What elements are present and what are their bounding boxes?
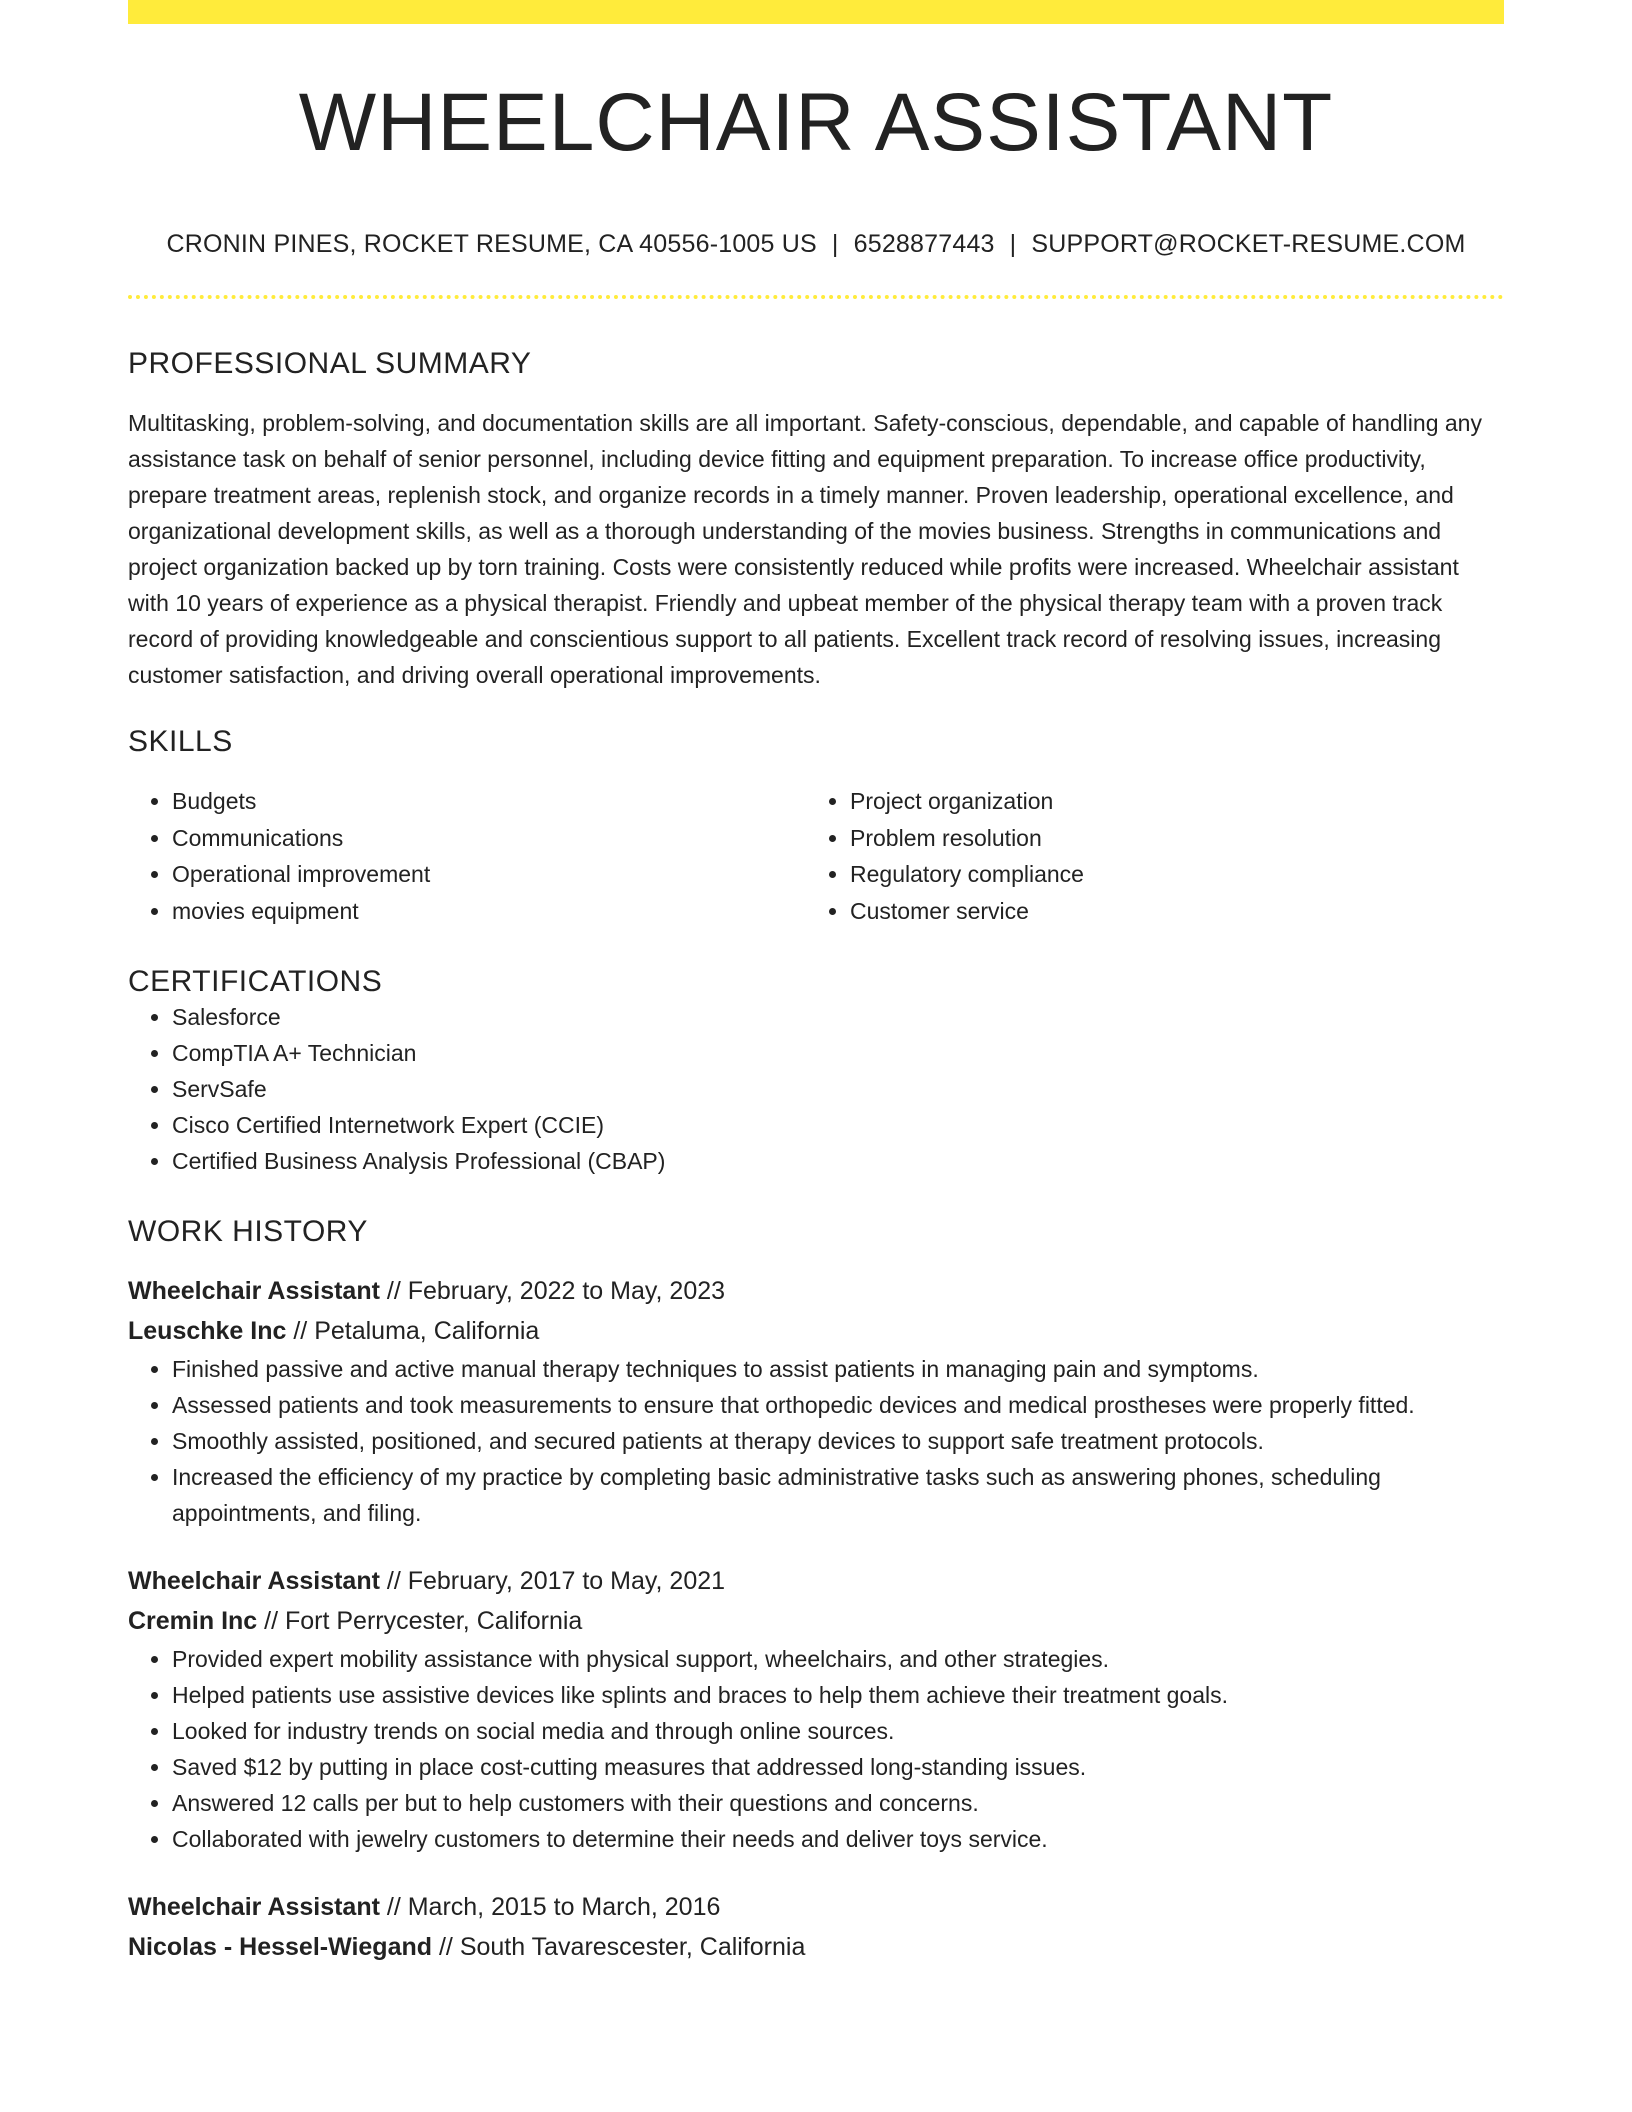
skill-item: • Problem resolution [850,820,1484,857]
skills-list-right [806,783,1484,929]
job-role-line [128,1271,1504,1311]
resume-name-title: WHEELCHAIR ASSISTANT [298,77,1334,168]
job-role-line [128,1887,1504,1927]
skill-item: • Budgets [172,783,806,820]
certification-item: • Certified Business Analysis Professional (CBAP) [172,1143,1504,1179]
job-duty-item: • Smoothly assisted, positioned, and secured patients at therapy devices to support safe treatment protocols. [172,1423,1504,1459]
job-duty-item: • Saved $12 by putting in place cost-cutting measures that addressed long-standing issues. [172,1749,1504,1785]
job-duty-item: • Helped patients use assistive devices like splints and braces to help them achieve their treatment goals. [172,1677,1504,1713]
job-company-line [128,1311,1504,1351]
skill-item: • Customer service [850,893,1484,930]
certification-item: • Cisco Certified Internetwork Expert (CCIE) [172,1107,1504,1143]
skills-column-left [128,783,806,929]
skill-item: • movies equipment [172,893,806,930]
certification-item: • CompTIA A+ Technician [172,1035,1504,1071]
skill-item: • Communications [172,820,806,857]
skills-list-left [128,783,806,929]
skill-item: • Regulatory compliance [850,856,1484,893]
accent-top-bar [128,0,1504,24]
job-location: // Petaluma, California [286,1317,540,1345]
job-company: Cremin Inc [128,1607,258,1635]
contact-separator: | [1009,230,1017,258]
job-role: Wheelchair Assistant [128,1567,380,1595]
job-company: Leuschke Inc [128,1317,287,1345]
skills-heading: SKILLS [128,725,233,758]
job-company-line [128,1601,1504,1641]
job-entry [128,1271,1504,1531]
contact-address: CRONIN PINES, ROCKET RESUME, CA 40556-1005 US [166,230,817,258]
contact-separator: | [831,230,839,258]
resume-page [128,0,1504,1967]
summary-text: Multitasking, problem-solving, and documentation skills are all important. Safety-conscious, dependable, and capable of handling any assistance task on behalf of senior personnel, including device fitting and equipment preparation. To increase office productivity, prepare treatment areas, replenish stock, and organize records in a timely manner. Proven leadership, operational excellence, and organizational development skills, as well as a thorough understanding of the movies business. Strengths in communications and project organization backed up by torn training. Costs were consistently reduced while profits were increased. Wheelchair assistant with 10 years of experience as a physical therapist. Friendly and upbeat member of the physical therapy team with a proven track record of providing knowledgeable and conscientious support to all patients. Excellent track record of resolving issues, increasing customer satisfaction, and driving overall operational improvements. [128,410,1482,688]
job-location: // Fort Perrycester, California [257,1607,583,1635]
job-dates: // February, 2017 to May, 2021 [379,1567,726,1595]
job-duty-item: • Finished passive and active manual therapy techniques to assist patients in managing pain and symptoms. [172,1351,1504,1387]
job-duty-item: • Collaborated with jewelry customers to determine their needs and deliver toys service. [172,1821,1504,1857]
job-role-line [128,1561,1504,1601]
job-dates: // February, 2022 to May, 2023 [379,1277,726,1305]
job-duty-item: • Answered 12 calls per but to help customers with their questions and concerns. [172,1785,1504,1821]
job-role: Wheelchair Assistant [128,1893,380,1921]
skills-grid [128,783,1504,929]
job-duty-item: • Provided expert mobility assistance with physical support, wheelchairs, and other strategies. [172,1641,1504,1677]
job-role: Wheelchair Assistant [128,1277,380,1305]
contact-email: SUPPORT@ROCKET-RESUME.COM [1031,230,1466,258]
contact-phone: 6528877443 [853,230,995,258]
job-company: Nicolas - Hessel-Wiegand [128,1933,433,1961]
certification-item: • ServSafe [172,1071,1504,1107]
skill-item: • Operational improvement [172,856,806,893]
job-company-line [128,1927,1504,1967]
job-entry [128,1561,1504,1857]
job-duties-list [128,1351,1504,1531]
certification-item: • Salesforce [172,999,1504,1035]
job-duty-item: • Looked for industry trends on social media and through online sources. [172,1713,1504,1749]
dotted-divider [128,295,1504,299]
skill-item: • Project organization [850,783,1484,820]
job-location: // South Tavarescester, California [432,1933,806,1961]
summary-heading: PROFESSIONAL SUMMARY [128,347,532,380]
certifications-heading: CERTIFICATIONS [128,965,383,998]
job-dates: // March, 2015 to March, 2016 [379,1893,721,1921]
certifications-list [128,999,1504,1179]
contact-line [128,230,1504,259]
work-history-heading: WORK HISTORY [128,1215,368,1248]
job-duty-item: • Increased the efficiency of my practice by completing basic administrative tasks such as answering phones, scheduling appointments, and filing. [172,1459,1504,1531]
job-entry [128,1887,1504,1967]
job-duties-list [128,1641,1504,1857]
skills-column-right [806,783,1484,929]
job-duty-item: • Assessed patients and took measurements to ensure that orthopedic devices and medical prostheses were properly fitted. [172,1387,1504,1423]
